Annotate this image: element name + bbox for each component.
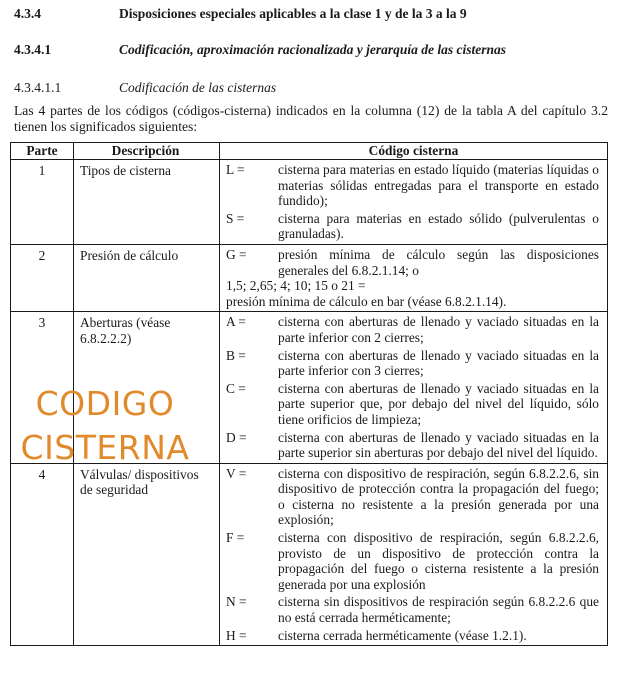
code-definition: cisterna sin dispositivos de respiración según 6.8.2.2.6 que no está cerrada herméticamente; [278, 594, 599, 626]
code-definition: cisterna con dispositivo de respiración, según 6.8.2.2.6, provisto de un dispositivo de protección contra la propagación del fuego o cisterna resistente a la presión generada por una explosión [278, 530, 599, 592]
table-row [11, 244, 608, 311]
code-letter: S = [226, 210, 245, 226]
overlay-line-1: CODIGO [35, 384, 175, 423]
row-descripcion: Válvulas/ dispositivos de seguridad [74, 463, 220, 646]
code-definition: cisterna cerrada herméticamente (véase 1.2.1). [278, 627, 527, 643]
row-codes [220, 160, 608, 245]
intro-paragraph: Las 4 partes de los códigos (códigos-cisterna) indicados en la columna (12) de la tabla A del capítulo 3.2 tienen los significados siguientes: [14, 103, 608, 134]
heading-title: Codificación, aproximación racionalizada y jerarquía de las cisternas [119, 42, 507, 57]
code-letter: B = [226, 347, 246, 363]
header-codigo: Código cisterna [220, 143, 608, 160]
code-entry [226, 628, 599, 644]
code-entry [226, 211, 599, 242]
code-entry [226, 466, 599, 528]
table-row [11, 463, 608, 646]
row-codes [220, 244, 608, 311]
row-descripcion: Presión de cálculo [74, 244, 220, 311]
heading-title: Codificación de las cisternas [119, 80, 277, 95]
code-entry [226, 430, 599, 461]
code-definition: cisterna con aberturas de llenado y vaciado situadas en la parte inferior con 3 cierres; [278, 347, 599, 379]
header-parte: Parte [11, 143, 74, 160]
header-descripcion: Descripción [74, 143, 220, 160]
row-descripcion: Aberturas (véase 6.8.2.2.2) [74, 312, 220, 463]
table-header-row [11, 143, 608, 160]
heading-title: Disposiciones especiales aplicables a la clase 1 y de la 3 a la 9 [119, 6, 467, 21]
pressure-values: 1,5; 2,65; 4; 10; 15 o 21 = [226, 278, 366, 294]
code-entry [226, 381, 599, 428]
code-letter: N = [226, 594, 247, 610]
code-letter: G = [226, 246, 247, 262]
code-letter: F = [226, 530, 245, 546]
row-codes [220, 312, 608, 463]
code-entry [226, 594, 599, 625]
row-descripcion: Tipos de cisterna [74, 160, 220, 245]
code-letter: V = [226, 465, 247, 481]
code-entry [226, 314, 599, 345]
heading-number: 4.3.4.1 [14, 42, 52, 57]
code-definition: cisterna con aberturas de llenado y vaciado situadas en la parte inferior con 2 cierres; [278, 314, 599, 345]
code-entry [226, 247, 599, 278]
row-parte: 2 [11, 244, 74, 311]
code-definition: cisterna para materias en estado sólido (pulverulentas o granuladas). [278, 210, 599, 242]
heading-number: 4.3.4.1.1 [14, 80, 62, 95]
code-definition: cisterna con aberturas de llenado y vaciado situadas en la parte superior que, por debajo del nivel del líquido, sólo tiene orificios de limpieza; [278, 380, 599, 427]
code-letter: C = [226, 380, 246, 396]
code-entry [226, 530, 599, 592]
code-definition: cisterna con aberturas de llenado y vaciado situadas en la parte superior sin aberturas por debajo del nivel del líquido. [278, 429, 599, 461]
code-letter: L = [226, 162, 245, 177]
table-row [11, 160, 608, 245]
code-definition: cisterna para materias en estado líquido (materias líquidas o materias sólidas entregadas para el transporte en estado fundido); [278, 162, 599, 209]
code-definition: cisterna con dispositivo de respiración, según 6.8.2.2.6, sin dispositivo de protección contra la propagación del fuego; o cisterna no resistente a la presión generada por una explosión; [278, 465, 599, 528]
pressure-definition: presión mínima de cálculo en bar (véase 6.8.2.1.14). [226, 293, 507, 309]
code-definition: presión mínima de cálculo según las disposiciones generales del 6.8.2.1.14; o [278, 246, 599, 278]
row-parte: 4 [11, 463, 74, 646]
code-entry [226, 348, 599, 379]
codigo-cisterna-overlay [16, 382, 194, 470]
row-codes [220, 463, 608, 646]
overlay-line-2: CISTERNA [20, 428, 190, 467]
code-entry [226, 162, 599, 209]
code-letter: H = [226, 627, 247, 643]
row-parte: 3 [11, 312, 74, 463]
row-parte: 1 [11, 160, 74, 245]
code-letter: D = [226, 429, 247, 445]
code-letter: A = [226, 314, 246, 330]
heading-number: 4.3.4 [14, 6, 41, 21]
